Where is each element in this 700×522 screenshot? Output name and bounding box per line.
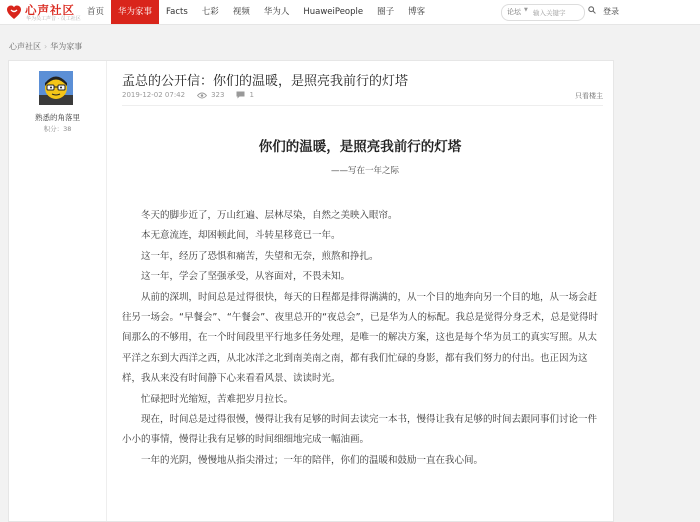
article-body xyxy=(122,206,600,471)
article-paragraph: 本无意流连，却困顿此间，斗转星移竟已一年。 xyxy=(141,230,341,242)
logo-subtitle: 华为员工声音 · 员工社区 xyxy=(26,16,81,22)
view-count: 323 xyxy=(211,91,225,99)
post-title: 孟总的公开信：你们的温暖，是照亮我前行的灯塔 xyxy=(122,74,409,89)
logo-text: 心声社区 xyxy=(25,3,75,17)
article-title: 你们的温暖，是照亮我前行的灯塔 xyxy=(258,139,462,155)
search-icon[interactable] xyxy=(588,6,596,14)
search-input[interactable] xyxy=(533,5,575,20)
top-navigation-bar xyxy=(0,0,700,25)
nav-item-facts[interactable]: Facts xyxy=(166,7,188,17)
nav-item-huawei-family[interactable]: 华为家事 xyxy=(111,0,159,24)
article-paragraph: 一年的光阴，慢慢地从指尖滑过；一年的陪伴，你们的温暖和鼓励一直在我心间。 xyxy=(141,454,484,466)
eye-icon xyxy=(197,92,207,99)
nav-item-circles[interactable]: 圈子 xyxy=(377,7,395,17)
article-subtitle: ——写在一年之际 xyxy=(331,166,400,176)
title-divider xyxy=(122,105,603,106)
article-paragraph: 从前的深圳，时间总是过得很快，每天的日程都是排得满满的，从一个目的地奔向另一个目的地，从一场会赶往另一场会。“早餐会”、“午餐会”、夜里总开的“夜总会”，已是华为人的标配。我总是觉得分身乏术，总是觉得时间那么的不够用，在一个时间段里平行地多任务处理，是唯一的解决方案，这也是每个华为员工的真实写照。从太平洋之东到大西洋之西，从北冰洋之北到南美南之南，都有我们忙碌的身影，都有我们努力的付出。也正因为这样，我从来没有时间静下心来看看风景、读读时光。 xyxy=(122,291,599,385)
author-sidebar xyxy=(9,61,107,521)
post-date: 2019-12-02 07:42 xyxy=(122,91,186,99)
avatar[interactable] xyxy=(39,71,73,105)
logo-mark-icon xyxy=(6,4,22,20)
nav-item-blog[interactable]: 博客 xyxy=(408,7,426,17)
comment-icon xyxy=(236,91,245,99)
search-box xyxy=(501,4,585,21)
breadcrumb-item-home[interactable]: 心声社区 xyxy=(9,42,41,51)
breadcrumb xyxy=(9,41,82,52)
caret-down-icon[interactable]: ▼ xyxy=(524,7,528,13)
breadcrumb-item-section[interactable]: 华为家事 xyxy=(50,42,83,51)
post-main xyxy=(107,61,613,521)
comment-count: 1 xyxy=(249,91,254,99)
login-link[interactable]: 登录 xyxy=(603,7,619,16)
search-category-select[interactable]: 论坛 xyxy=(507,8,521,16)
nav-item-home[interactable]: 首页 xyxy=(87,7,105,17)
nav-item-huaweipeople[interactable]: HuaweiPeople xyxy=(303,7,364,17)
post-meta xyxy=(122,91,254,99)
article-paragraph: 现在，时间总是过得很慢，慢得让我有足够的时间去读完一本书，慢得让我有足够的时间去跟同事们讨论一件小小的事情，慢得让我有足够的时间细细地完成一幅油画。 xyxy=(122,414,598,446)
nav-item-video[interactable]: 视频 xyxy=(232,7,250,17)
article-paragraph: 忙碌把时光缩短，苦难把岁月拉长。 xyxy=(141,393,294,405)
author-points: 积分：38 xyxy=(43,125,72,133)
article-paragraph: 这一年，经历了恐惧和痛苦，失望和无奈，煎熬和挣扎。 xyxy=(141,250,379,262)
nav-item-colorful[interactable]: 七彩 xyxy=(201,7,219,17)
owner-only-link[interactable]: 只看楼主 xyxy=(575,92,603,100)
nav-item-huawei-people-cn[interactable]: 华为人 xyxy=(263,7,290,17)
main-nav xyxy=(80,0,432,24)
article-paragraph: 冬天的脚步近了，万山红遍、层林尽染，自然之美映入眼帘。 xyxy=(141,210,398,221)
article-paragraph: 这一年，学会了坚强承受，从容面对，不畏未知。 xyxy=(141,271,351,283)
site-logo[interactable] xyxy=(6,3,81,22)
breadcrumb-separator-icon: › xyxy=(44,42,48,51)
post-card xyxy=(8,60,614,522)
author-name[interactable]: 熟悉的角落里 xyxy=(35,113,80,122)
